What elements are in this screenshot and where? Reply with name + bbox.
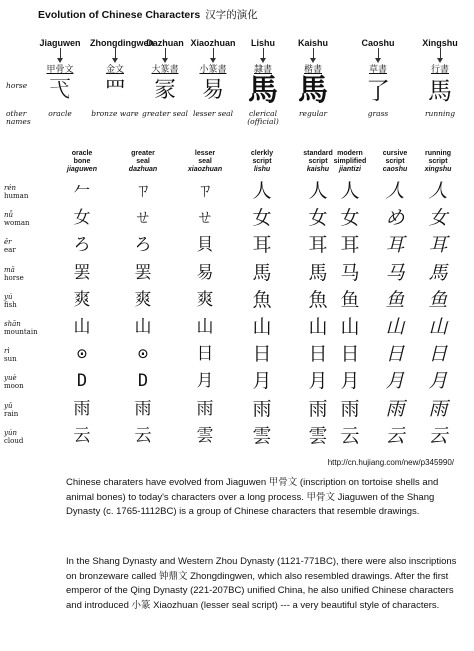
glyph-cell: 女 (73, 208, 91, 229)
glyph-cell: 馬 (428, 261, 448, 284)
down-arrow-icon (213, 48, 215, 61)
glyph-cell: 月 (385, 370, 405, 393)
glyph-cell: 女 (340, 207, 360, 230)
glyph-cell: 魚 (308, 288, 328, 311)
horse-glyph-2: 冡 (153, 78, 176, 103)
row-label: yuè moon (4, 374, 24, 391)
glyph-cell: 山 (196, 317, 214, 337)
down-arrow-icon (165, 48, 167, 61)
glyph-cell: 雨 (73, 398, 91, 419)
glyph-cell: 日 (428, 343, 448, 366)
horse-glyph-6: 了 (366, 77, 390, 105)
glyph-cell: 爽 (134, 289, 152, 310)
glyph-cell: ㄗ (134, 181, 152, 201)
glyph-cell: 鱼 (340, 288, 360, 311)
glyph-cell: 月 (196, 371, 214, 392)
row-label: rì sun (4, 347, 17, 364)
glyph-cell: 雲 (196, 425, 214, 446)
paragraph-1: Chinese charaters have evolved from Jiaguwen 甲骨文 (inscription on tortoise shells and animal bones) to today's characters over a long process. 甲骨文 Jiaguwen of the Shang Dynasty (c. 1765-1112BC) is a group of Chinese characters that resemble drawings. (66, 477, 439, 517)
other-name-2: greater seal (142, 109, 188, 118)
glyph-cell: D (76, 371, 88, 392)
glyph-cell: 女 (308, 207, 328, 230)
other-name-7: running (424, 109, 456, 118)
other-name-6: grass (367, 109, 389, 118)
glyph-cell: 人 (308, 180, 328, 202)
row-label: ěr ear (4, 238, 16, 255)
glyph-cell: 雨 (134, 398, 152, 419)
horse-glyph-0: 𢍼 (48, 78, 71, 103)
glyph-cell: 月 (428, 370, 448, 393)
glyph-cell: 日 (385, 343, 405, 366)
script-chinese-name-1: 金文 (105, 65, 124, 75)
glyph-cell: 雲 (252, 424, 272, 447)
glyph-cell: 雨 (252, 397, 272, 420)
glyph-cell: 月 (308, 370, 328, 393)
glyph-cell: 馬 (252, 261, 272, 284)
glyph-cell: 鱼 (385, 288, 405, 311)
column-header-0: oracle bone jiaguwen (67, 150, 97, 173)
glyph-cell: 山 (73, 317, 91, 337)
row-label: rén human (4, 184, 29, 200)
script-chinese-name-3: 小篆書 (199, 65, 227, 75)
horse-glyph-7: 馬 (428, 77, 452, 105)
script-chinese-name-6: 草書 (368, 65, 387, 75)
glyph-cell: 马 (340, 261, 360, 284)
glyph-cell: 𠂉 (73, 181, 91, 201)
source-url: http://cn.hujiang.com/new/p345990/ (327, 458, 454, 467)
glyph-cell: 爽 (73, 289, 91, 310)
glyph-cell: 人 (340, 180, 360, 202)
glyph-cell: 耳 (308, 234, 328, 257)
glyph-cell: 耳 (385, 234, 405, 257)
row-label: yǔ rain (4, 401, 19, 418)
column-header-6: cursive script caoshu (382, 150, 408, 173)
down-arrow-icon (440, 48, 442, 61)
glyph-cell: 人 (428, 180, 448, 202)
glyph-cell: 雨 (196, 398, 214, 419)
glyph-cell: 雨 (308, 397, 328, 420)
glyph-cell: 山 (428, 316, 448, 338)
other-name-4: clerical (official) (247, 109, 279, 126)
horse-glyph-1: 罒 (103, 78, 126, 103)
script-name-7: Xingshu (422, 38, 458, 48)
column-header-7: running script xingshu (424, 150, 452, 173)
glyph-cell: 山 (134, 317, 152, 337)
glyph-cell: 日 (308, 343, 328, 366)
glyph-cell: 耳 (252, 234, 272, 257)
glyph-cell: 爽 (196, 289, 214, 310)
glyph-cell: 易 (196, 262, 214, 283)
column-header-4: standard script kaishu (303, 150, 333, 173)
script-name-3: Xiaozhuan (190, 38, 236, 48)
other-name-0: oracle (48, 109, 72, 118)
glyph-cell: 魚 (252, 288, 272, 311)
script-name-5: Kaishu (297, 38, 328, 48)
down-arrow-icon (60, 48, 62, 61)
horse-label: horse (6, 81, 28, 90)
glyph-cell: 云 (385, 424, 405, 447)
glyph-cell: 月 (340, 370, 360, 393)
paragraph-2: In the Shang Dynasty and Western Zhou Dynasty (1121-771BC), there were also inscriptions on bronzeware called 钟鼎文 Zhongdingwen, which also resembled drawings. After the first emperor of the Qing Dynasty (221-207BC) unified China, he also unified Chinese characters and introduced 小篆 Xiaozhuan (lesser seal script) --- a very beautiful style of characters. (66, 556, 457, 611)
row-label: shān mountain (4, 320, 38, 336)
script-chinese-name-0: 甲骨文 (46, 65, 74, 75)
column-header-1: greater seal dazhuan (128, 150, 158, 173)
script-name-6: Caoshu (361, 38, 395, 48)
down-arrow-icon (313, 48, 315, 61)
down-arrow-icon (115, 48, 117, 61)
glyph-cell: 山 (385, 316, 405, 338)
glyph-cell: 雨 (385, 397, 405, 420)
glyph-cell: ろ (73, 235, 91, 256)
glyph-cell: 月 (252, 370, 272, 393)
script-name-4: Lishu (251, 38, 275, 48)
title-chinese: 汉字的演化 (205, 9, 258, 21)
glyph-cell: 日 (252, 343, 272, 366)
glyph-cell: 云 (428, 424, 448, 447)
glyph-cell: 云 (73, 425, 91, 446)
glyph-cell: 人 (385, 180, 405, 202)
glyph-cell: D (137, 371, 149, 392)
down-arrow-icon (263, 48, 265, 61)
row-label: nǚ woman (4, 211, 30, 228)
glyph-cell: ⊙ (137, 344, 149, 365)
glyph-cell: 女 (428, 207, 448, 230)
glyph-cell: 貝 (196, 235, 214, 256)
glyph-cell: 日 (340, 343, 360, 366)
glyph-cell: ㄝ (196, 208, 214, 229)
horse-glyph-3: 易 (201, 78, 224, 103)
other-name-1: bronze ware (91, 109, 139, 118)
script-chinese-name-4: 隸書 (253, 65, 272, 75)
horse-glyph-5: 馬 (298, 73, 328, 108)
glyph-cell: 耳 (428, 234, 448, 257)
glyph-cell: 耳 (340, 234, 360, 257)
row-label: yú fish (4, 292, 17, 309)
script-name-2: Dazhuan (146, 38, 184, 48)
glyph-cell: 人 (252, 180, 272, 202)
page-title (38, 7, 258, 22)
glyph-cell: 馬 (308, 261, 328, 284)
glyph-cell: 山 (340, 316, 360, 338)
glyph-cell: 日 (196, 344, 214, 365)
glyph-cell: ⊙ (76, 344, 88, 365)
glyph-cell: ㄗ (196, 181, 214, 201)
column-header-2: lesser seal xiaozhuan (187, 150, 223, 173)
glyph-cell: 鱼 (428, 288, 448, 311)
row-label: yún cloud (4, 428, 24, 445)
script-chinese-name-5: 楷書 (303, 65, 322, 75)
script-name-1: Zhongdingwen (90, 38, 154, 48)
script-chinese-name-2: 大篆書 (151, 65, 179, 75)
glyph-cell: ㄝ (134, 208, 152, 229)
glyph-cell: 雲 (308, 424, 328, 447)
column-header-3: clerkly script lishu (250, 150, 274, 173)
other-name-5: regular (298, 109, 328, 118)
script-name-0: Jiaguwen (39, 38, 81, 48)
glyph-cell: 山 (252, 316, 272, 338)
glyph-cell: 罢 (134, 262, 152, 283)
glyph-cell: 罢 (73, 262, 91, 283)
glyph-cell: 马 (385, 261, 405, 284)
glyph-cell: 雨 (340, 397, 360, 420)
other-names-label: other names (6, 109, 31, 126)
glyph-cell: 云 (340, 424, 360, 447)
glyph-cell: め (385, 207, 405, 230)
glyph-cell: 女 (252, 207, 272, 230)
glyph-cell: ろ (134, 235, 152, 256)
title-english: Evolution of Chinese Characters (38, 9, 201, 21)
column-header-5: modern simplified jiantizi (333, 150, 367, 173)
down-arrow-icon (378, 48, 380, 61)
other-name-3: lesser seal (192, 109, 234, 118)
glyph-cell: 云 (134, 425, 152, 446)
glyph-cell: 雨 (428, 397, 448, 420)
glyph-cell: 山 (308, 316, 328, 338)
script-chinese-name-7: 行書 (430, 65, 449, 75)
horse-glyph-4: 馬 (248, 73, 278, 108)
row-label: mǎ horse (4, 265, 24, 282)
